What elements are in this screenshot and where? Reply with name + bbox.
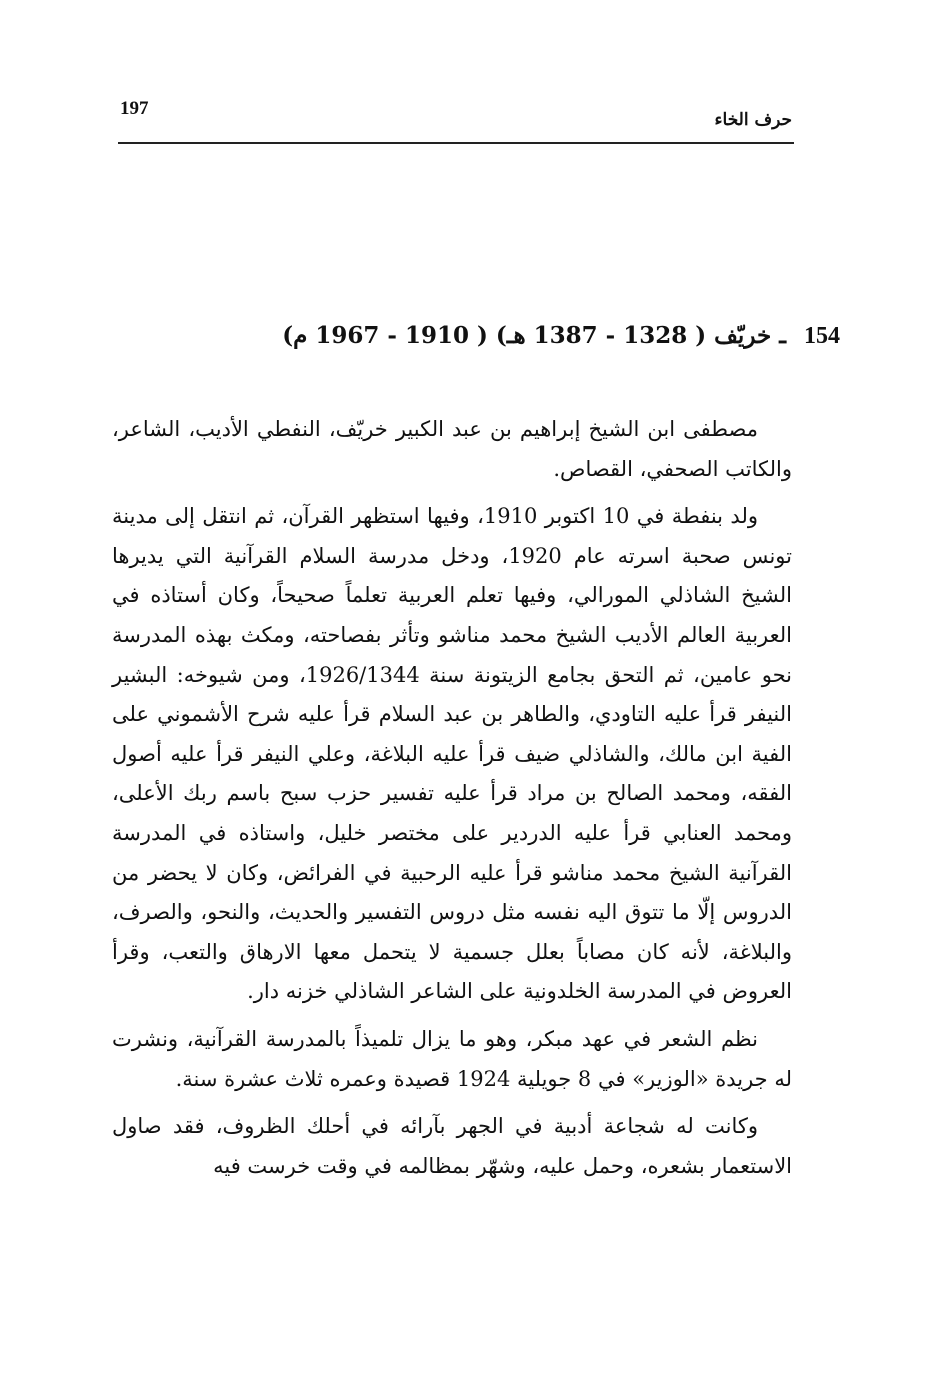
paragraph-intro: مصطفى ابن الشيخ إبراهيم بن عبد الكبير خريّف، النفطي الأديب، الشاعر، والكاتب الصحفي، القصاص. — [112, 417, 792, 481]
entry-heading — [282, 322, 840, 350]
running-title: حرف الخاء — [714, 110, 792, 130]
paragraph-courage: وكانت له شجاعة أدبية في الجهر بآرائه في أحلك الظروف، فقد صاول الاستعمار بشعره، وحمل عليه، وشهّر بمظالمه في وقت خرست فيه — [112, 1114, 792, 1178]
paragraph-poetry: نظم الشعر في عهد مبكر، وهو ما يزال تلميذاً بالمدرسة القرآنية، ونشرت له جريدة «الوزير» في 8 جويلية 1924 قصيدة وعمره ثلاث عشرة سنة. — [112, 1026, 792, 1091]
entry-number: 154 — [804, 323, 840, 349]
page-number: 197 — [120, 98, 149, 119]
entry-body — [112, 410, 792, 1194]
page-header — [118, 98, 794, 144]
paragraph-biography: ولد بنفطة في 10 اكتوبر 1910، وفيها استظهر القرآن، ثم انتقل إلى مدينة تونس صحبة اسرته عام 1920، ودخل مدرسة السلام القرآنية التي يديرها الشيخ الشاذلي المورالي، وفيها تعلم العربية تعلماً صحيحاً، وكان أستاذه في العربية العالم الأديب الشيخ محمد مناشو وتأثر بفصاحته، ومكث بهذه المدرسة نحو عامين، ثم التحق بجامع الزيتونة سنة 1926/1344، ومن شيوخه: البشير النيفر قرأ عليه التاودي، والطاهر بن عبد السلام قرأ عليه شرح الأشموني على الفية ابن مالك، والشاذلي ضيف قرأ عليه البلاغة، وعلي النيفر قرأ عليه أصول الفقه، ومحمد الصالح بن مراد قرأ عليه تفسير حزب سبح باسم ربك الأعلى، ومحمد العنابي قرأ عليه الدردير على مختصر خليل، واستاذه في المدرسة القرآنية الشيخ محمد مناشو قرأ عليه الرحبية في الفرائض، وكان لا يحضر من الدروس إلّا ما تتوق اليه نفسه مثل دروس التفسير والحديث، والنحو، والصرف، والبلاغة، لأنه كان مصاباً بعلل جسمية لا يتحمل معها الارهاق والتعب، وقرأ العروض في المدرسة الخلدونية على الشاعر الشاذلي خزنه دار. — [112, 504, 792, 1004]
entry-title: ـ خريّف ( 1328 - 1387 هـ) ( 1910 - 1967 م) — [282, 322, 786, 349]
